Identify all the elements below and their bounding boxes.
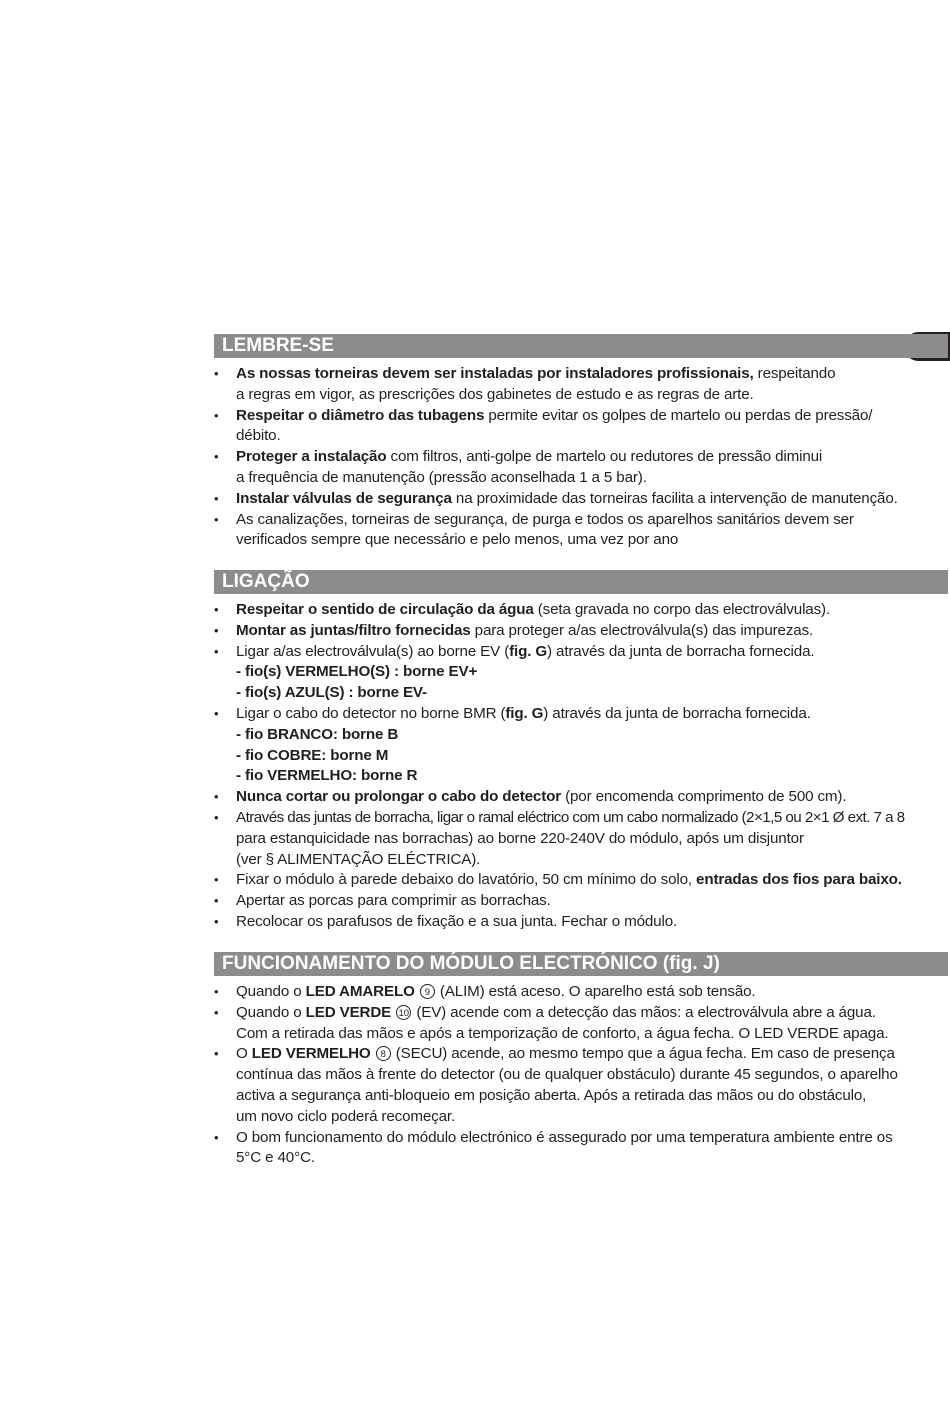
- callout-number: 8: [376, 1046, 391, 1061]
- bold-text: entradas dos fios para baixo.: [696, 871, 902, 889]
- text: Quando o: [236, 1003, 306, 1021]
- bullet-list: [214, 364, 948, 551]
- bold-text: As nossas torneiras devem ser instaladas por instaladores profissionais,: [236, 365, 754, 382]
- led-label: LED VERMELHO: [251, 1045, 371, 1063]
- figure-ref: fig. G: [509, 642, 548, 660]
- text: • Recolocar os parafusos de fixação e a sua junta. Fechar o módulo.: [236, 912, 678, 930]
- bullet-list: [214, 600, 948, 933]
- wire-spec: - fio(s) VERMELHO(S) : borne EV+: [236, 663, 478, 681]
- section-lembre-se: [214, 334, 948, 551]
- text: contínua das mãos à frente do detector (ou de qualquer obstáculo) durante 45 segundos, o aparelho: [236, 1066, 898, 1084]
- text: Fixar o módulo à parede debaixo do lavatório, 50 cm mínimo do solo,: [236, 871, 697, 889]
- text: permite evitar os golpes de martelo ou perdas de pressão/: [484, 406, 873, 424]
- text: • Apertar as porcas para comprimir as borrachas.: [236, 892, 551, 910]
- text: O: [236, 1045, 252, 1063]
- text: com filtros, anti-golpe de martelo ou redutores de pressão diminui: [386, 448, 823, 466]
- list-item: [214, 621, 948, 642]
- text: a regras em vigor, as prescrições dos gabinetes de estudo e as regras de arte.: [236, 385, 754, 403]
- text: ) através da junta de borracha fornecida.: [547, 642, 815, 660]
- text: activa a segurança anti-bloqueio em posição aberta. Após a retirada das mãos ou do obstáculo,: [236, 1086, 867, 1104]
- led-label: LED AMARELO: [305, 983, 415, 1000]
- list-item: [214, 787, 948, 808]
- text: • O bom funcionamento do módulo electrónico é assegurado por uma temperatura ambiente entre os: [236, 1128, 893, 1146]
- list-item: [214, 808, 948, 870]
- text: Ligar o cabo do detector no borne BMR (: [236, 704, 506, 722]
- bold-text: Montar as juntas/filtro fornecidas: [236, 621, 471, 639]
- text: Quando o: [236, 983, 306, 1000]
- bold-text: Nunca cortar ou prolongar o cabo do detector: [236, 788, 562, 806]
- list-item: [214, 489, 948, 510]
- list-item: [214, 870, 948, 891]
- text: um novo ciclo poderá recomeçar.: [236, 1107, 456, 1125]
- text: (EV) acende com a detecção das mãos: a electroválvula abre a água.: [412, 1003, 876, 1021]
- text: respeitando: [753, 365, 836, 382]
- bold-text: Proteger a instalação: [236, 448, 387, 466]
- wire-spec: - fio COBRE: borne M: [236, 746, 389, 764]
- text: Ligar a/as electroválvula(s) ao borne EV (: [236, 642, 510, 660]
- list-item: [214, 364, 948, 406]
- list-item: [214, 704, 948, 787]
- text: verificados sempre que necessário e pelo menos, uma vez por ano: [236, 531, 679, 549]
- text: (ver § ALIMENTAÇÃO ELÉCTRICA).: [236, 850, 481, 868]
- list-item: [214, 891, 948, 912]
- list-item: [214, 406, 948, 448]
- callout-number: 10: [396, 1005, 411, 1020]
- list-item: [214, 510, 948, 552]
- text: a frequência de manutenção (pressão aconselhada 1 a 5 bar).: [236, 468, 647, 486]
- section-funcionamento: [214, 952, 948, 1169]
- section-title: LEMBRE-SE: [214, 334, 948, 358]
- text: para estanquicidade nas borrachas) ao borne 220-240V do módulo, após um disjuntor: [236, 829, 804, 847]
- bold-text: Instalar válvulas de segurança: [236, 489, 452, 507]
- bullet-list: [214, 982, 948, 1169]
- section-ligacao: [214, 570, 948, 933]
- list-item: [214, 1044, 948, 1127]
- text: (SECU) acende, ao mesmo tempo que a água fecha. Em caso de presença: [391, 1045, 895, 1063]
- section-title: LIGAÇÃO: [214, 570, 948, 594]
- text: para proteger a/as electroválvula(s) das impurezas.: [470, 621, 814, 639]
- text: • Através das juntas de borracha, ligar o ramal eléctrico com um cabo normalizado (2×1,5 ou 2×1 Ø ext. 7 a 8: [236, 808, 905, 826]
- text: (por encomenda comprimento de 500 cm).: [561, 788, 847, 806]
- wire-spec: - fio(s) AZUL(S) : borne EV-: [236, 684, 427, 702]
- list-item: [214, 912, 948, 933]
- wire-spec: - fio VERMELHO: borne R: [236, 767, 418, 785]
- section-title: FUNCIONAMENTO DO MÓDULO ELECTRÓNICO (fig. J): [214, 952, 948, 976]
- list-item: [214, 600, 948, 621]
- text: na proximidade das torneiras facilita a intervenção de manutenção.: [451, 489, 898, 507]
- figure-ref: fig. G: [505, 704, 544, 722]
- text: • As canalizações, torneiras de segurança, de purga e todos os aparelhos sanitários devem ser: [236, 510, 854, 528]
- text: débito.: [236, 427, 281, 445]
- led-label: LED VERDE: [305, 1003, 392, 1021]
- callout-number: 9: [420, 984, 435, 999]
- text: 5°C e 40°C.: [236, 1149, 315, 1167]
- text: ) através da junta de borracha fornecida.: [543, 704, 811, 722]
- list-item: [214, 1128, 948, 1170]
- list-item: [214, 447, 948, 489]
- list-item: [214, 642, 948, 704]
- text: (ALIM) está aceso. O aparelho está sob tensão.: [435, 983, 756, 1000]
- text: Com a retirada das mãos e após a temporização de conforto, a água fecha. O LED VERDE apaga.: [236, 1024, 889, 1042]
- bold-text: Respeitar o sentido de circulação da água: [236, 601, 534, 618]
- bold-text: Respeitar o diâmetro das tubagens: [236, 406, 485, 424]
- wire-spec: - fio BRANCO: borne B: [236, 725, 399, 743]
- list-item: [214, 982, 948, 1003]
- list-item: [214, 1003, 948, 1045]
- text: (seta gravada no corpo das electroválvulas).: [533, 601, 831, 618]
